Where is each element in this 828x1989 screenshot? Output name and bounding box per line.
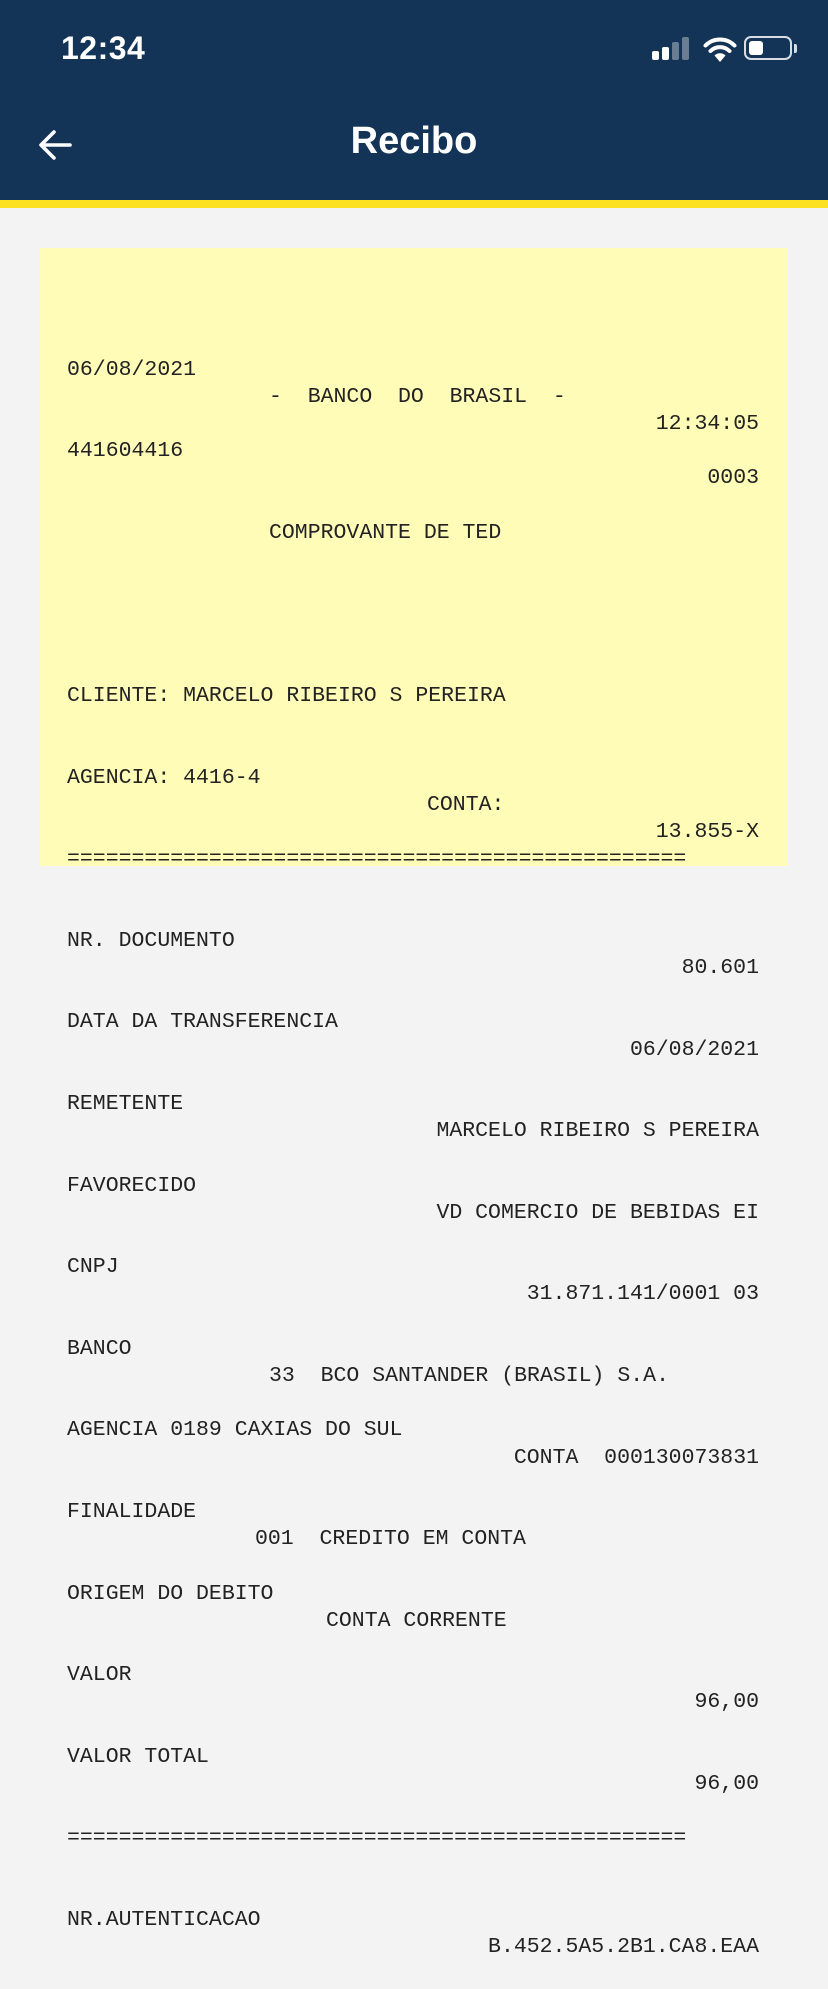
row-label: VALOR TOTAL (67, 1744, 209, 1769)
row-label: AGENCIA 0189 CAXIAS DO SUL (67, 1418, 403, 1443)
battery-icon (744, 36, 792, 60)
row-value: 33 BCO SANTANDER (BRASIL) S.A. (269, 1363, 669, 1388)
row-label: REMETENTE (67, 1091, 184, 1116)
receipt-row (67, 1880, 759, 1960)
status-icons (652, 34, 798, 66)
row-label: VALOR (67, 1663, 132, 1688)
row-value: 06/08/2021 (629, 1037, 759, 1062)
row-label: NR. DOCUMENTO (67, 928, 235, 953)
row-value: 96,00 (694, 1690, 759, 1715)
receipt-row (67, 901, 759, 980)
separator-line (67, 819, 759, 872)
row-label: ORIGEM DO DEBITO (67, 1581, 274, 1606)
receipt-code-left: 441604416 (67, 439, 184, 464)
accent-stripe (0, 200, 828, 208)
row-value: 96,00 (694, 1771, 759, 1796)
receipt-text (67, 275, 759, 1961)
row-label: FINALIDADE (67, 1499, 197, 1524)
blank-line (67, 574, 759, 601)
row-label: DATA DA TRANSFERENCIA (67, 1010, 338, 1035)
row-value: CONTA 000130073831 (513, 1445, 759, 1470)
row-label: NR.AUTENTICACAO (67, 1907, 261, 1932)
wifi-icon (702, 36, 738, 64)
receipt-header-line (67, 329, 759, 437)
receipt-cliente: CLIENTE: MARCELO RIBEIRO S PEREIRA (67, 683, 506, 708)
status-time: 12:34 (61, 30, 146, 66)
row-value: 001 CREDITO EM CONTA (255, 1527, 526, 1552)
row-value: 80.601 (681, 955, 759, 980)
receipt-row (67, 982, 759, 1062)
row-value: 31.871.141/0001 03 (526, 1282, 759, 1307)
receipt-conta-label: CONTA: (427, 792, 505, 817)
page-title: Recibo (350, 120, 478, 162)
row-value: B.452.5A5.2B1.CA8.EAA (488, 1935, 759, 1960)
row-value: MARCELO RIBEIRO S PEREIRA (436, 1119, 759, 1144)
receipt-row (67, 1145, 759, 1225)
separator: ================================================ (67, 847, 687, 872)
receipt-code-right: 0003 (707, 466, 759, 491)
receipt-codes-line (67, 411, 759, 491)
row-label: BANCO (67, 1336, 132, 1361)
row-value: VD COMERCIO DE BEBIDAS EI (436, 1200, 759, 1225)
receipt-row (67, 1390, 759, 1470)
receipt-doc-title: COMPROVANTE DE TED (269, 520, 502, 545)
app-header (0, 0, 828, 200)
receipt-row (67, 1227, 759, 1307)
receipt-card (40, 248, 788, 1960)
receipt-conta-value: 13.855-X (655, 819, 759, 844)
row-value: CONTA CORRENTE (326, 1608, 507, 1633)
receipt-row (67, 1553, 759, 1633)
battery-tip (794, 44, 797, 53)
receipt-title-line (67, 493, 759, 545)
receipt-bank: - BANCO DO BRASIL - (269, 384, 566, 409)
row-label: FAVORECIDO (67, 1173, 197, 1198)
row-label: CNPJ (67, 1255, 119, 1280)
receipt-agencia-line (67, 737, 759, 844)
receipt-date: 06/08/2021 (67, 357, 197, 382)
receipt-row (67, 1472, 759, 1552)
receipt-time: 12:34:05 (655, 412, 759, 437)
receipt-row (67, 1635, 759, 1715)
receipt-agencia: AGENCIA: 4416-4 (67, 765, 261, 790)
separator: ================================================ (67, 1826, 687, 1851)
signal-icon (652, 34, 696, 64)
receipt-row (67, 1717, 759, 1796)
receipt-row (67, 1064, 759, 1144)
receipt-row (67, 1309, 759, 1388)
receipt-cliente-line (67, 656, 759, 708)
separator-line (67, 1798, 759, 1851)
